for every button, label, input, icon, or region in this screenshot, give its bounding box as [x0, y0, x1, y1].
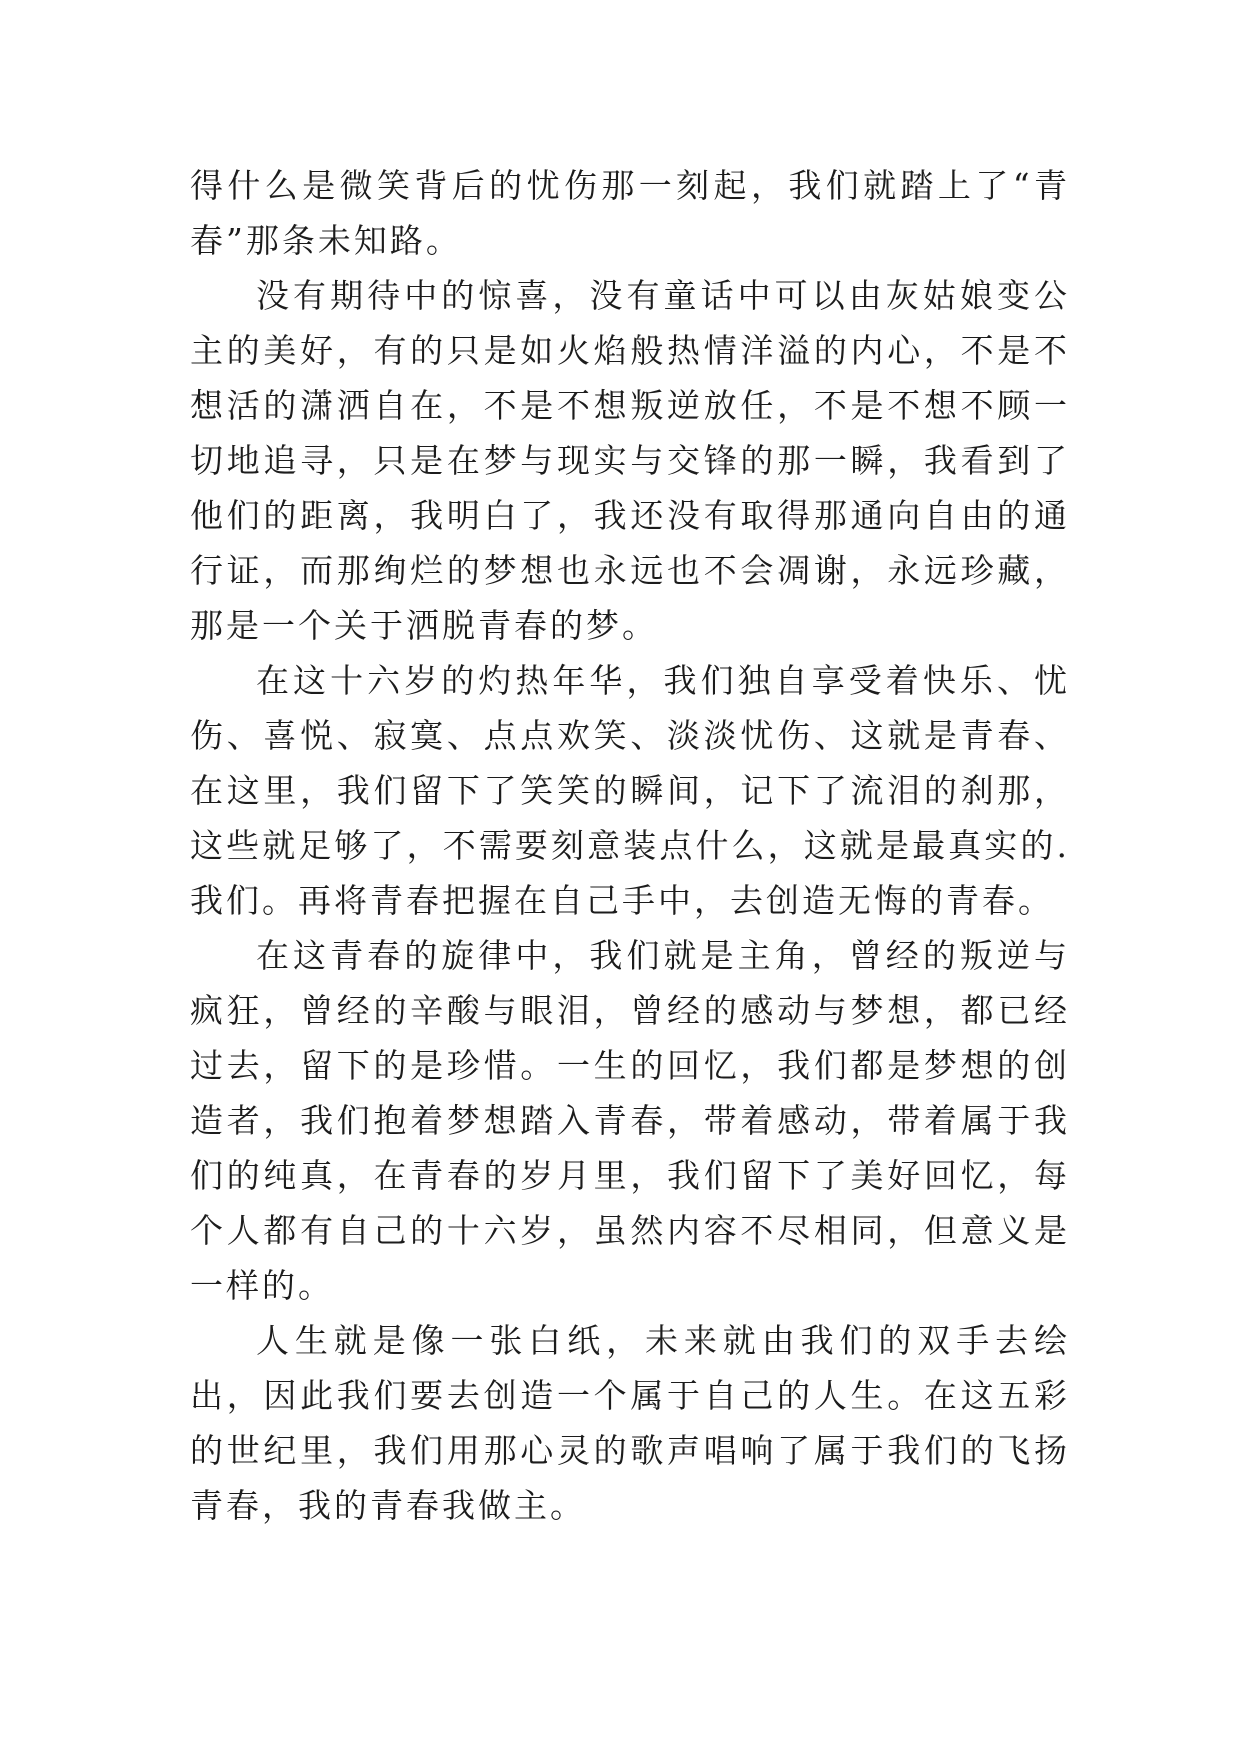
paragraph: 在这青春的旋律中，我们就是主角，曾经的叛逆与疯狂，曾经的辛酸与眼泪，曾经的感动与梦想，都已经过去，留下的是珍惜。一生的回忆，我们都是梦想的创造者，我们抱着梦想踏入青春，带着感动，带着属于我们的纯真，在青春的岁月里，我们留下了美好回忆，每个人都有自己的十六岁，虽然内容不尽相同，但意义是一样的。	[190, 936, 1070, 1305]
paragraph: 人生就是像一张白纸，未来就由我们的双手去绘出，因此我们要去创造一个属于自己的人生。在这五彩的世纪里，我们用那心灵的歌声唱响了属于我们的飞扬青春，我的青春我做主。	[190, 1321, 1070, 1525]
paragraph: 在这十六岁的灼热年华，我们独自享受着快乐、忧伤、喜悦、寂寞、点点欢笑、淡淡忧伤、这就是青春、在这里，我们留下了笑笑的瞬间，记下了流泪的刹那，这些就足够了，不需要刻意装点什么，这就是最真实的.我们。再将青春把握在自己手中，去创造无悔的青春。	[190, 661, 1070, 920]
paragraph-continuation: 得什么是微笑背后的忧伤那一刻起，我们就踏上了“青春”那条未知路。	[190, 166, 1070, 260]
document-body	[190, 158, 1070, 1533]
paragraph: 没有期待中的惊喜，没有童话中可以由灰姑娘变公主的美好，有的只是如火焰般热情洋溢的内心，不是不想活的潇洒自在，不是不想叛逆放任，不是不想不顾一切地追寻，只是在梦与现实与交锋的那一瞬，我看到了他们的距离，我明白了，我还没有取得那通向自由的通行证，而那绚烂的梦想也永远也不会凋谢，永远珍藏，那是一个关于洒脱青春的梦。	[190, 276, 1070, 645]
